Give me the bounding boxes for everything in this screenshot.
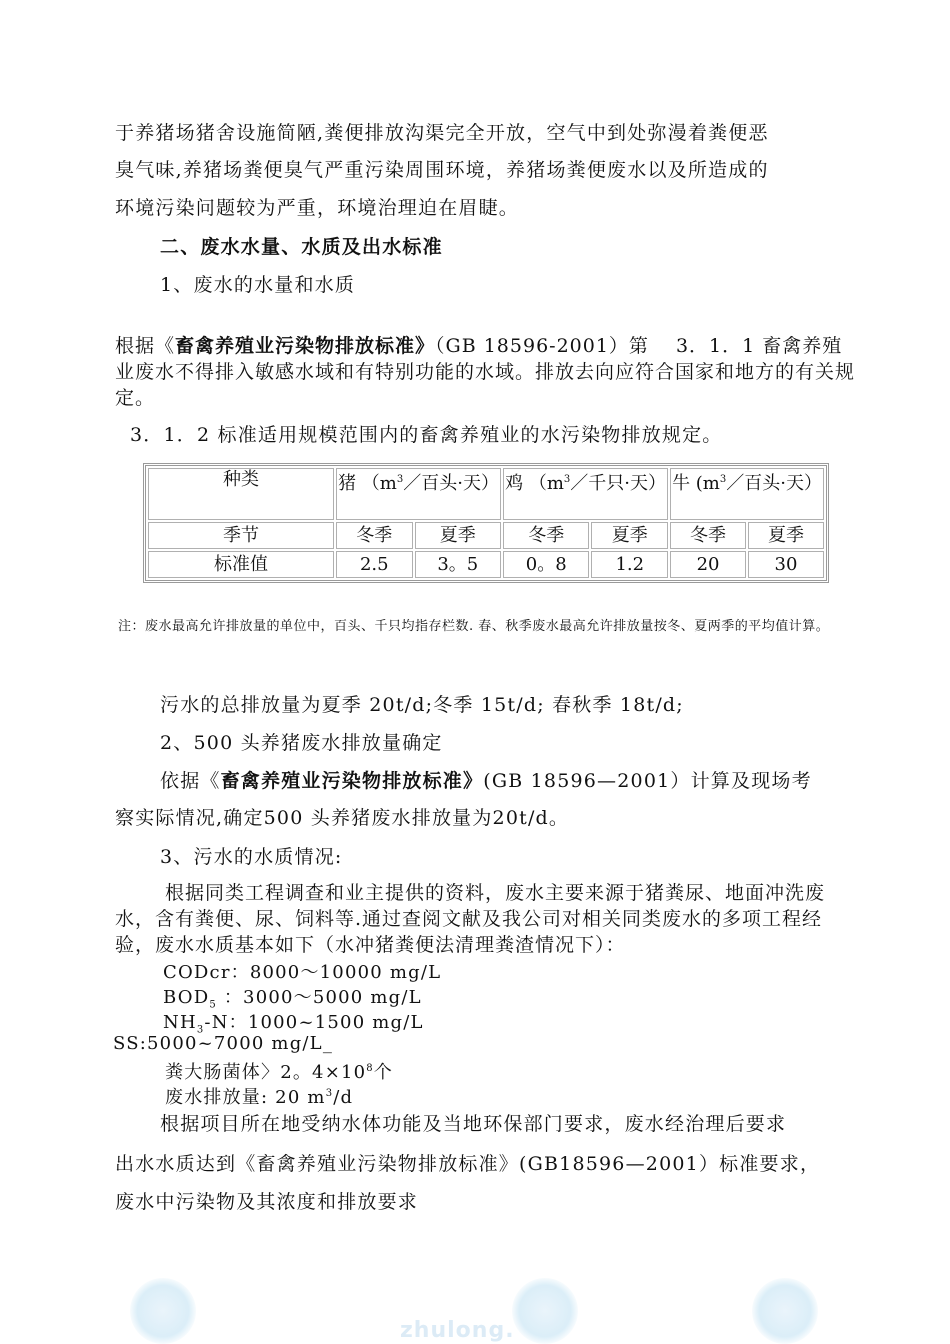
section-2-heading: 二、废水水量、水质及出水标准 [160,236,443,258]
param-nh3n: $NH_3-N$：1000~1500 mg/L [163,1012,424,1036]
basis-line-1: 依据《畜禽养殖业污染物排放标准》(GB 18596—2001）计算及现场考 [160,770,812,792]
final-line-3: 废水中污染物及其浓度和排放要求 [115,1191,419,1213]
standard-paragraph [115,333,860,411]
param-flow: 废水排放量: 20 $m^3/d$ [165,1087,354,1108]
param-bod: $BOD_5$ ：3000～5000 mg/L [163,987,422,1011]
subsection-3-heading: 3、污水的水质情况: [160,846,343,868]
row-label-season: 季节 [148,522,334,549]
standard-name: 畜禽养殖业污染物排放标准》 [175,335,436,357]
header-chicken: 鸡 （$m^3/$千只·天） [503,468,668,520]
subsection-2-heading: 2、500 头养猪废水排放量确定 [160,732,443,754]
final-line-1: 根据项目所在地受纳水体功能及当地环保部门要求，废水经治理后要求 [160,1113,787,1135]
standard-rest: （GB 18596-2001）第 3．1．1 畜禽养殖业废水不得排入敏感水域和有特别功能的水域。排放去向应符合国家和地方的有关规定。 [115,335,856,409]
header-cattle: 牛 ($m^3/$百头·天） [670,468,824,520]
intro-line-1: 于养猪场猪舍设施简陋,粪便排放沟渠完全开放，空气中到处弥漫着粪便恶 [115,122,769,144]
standard-values-table [143,463,829,583]
table-cell: 0。8 [503,551,589,578]
table-cell: 3。5 [415,551,501,578]
watermark-snowflake-icon [130,1278,196,1344]
cattle-summer: 夏季 [748,522,824,549]
chicken-winter: 冬季 [503,522,589,549]
param-coliform: 粪大肠菌体〉2。$4\times 10^8$个 [165,1062,394,1083]
table-cell: 20 [670,551,746,578]
table-cell: 2.5 [336,551,413,578]
intro-line-3: 环境污染问题较为严重，环境治理迫在眉睫。 [115,197,520,219]
watermark-snowflake-icon [752,1278,818,1344]
water-quality-paragraph: 根据同类工程调查和业主提供的资料，废水主要来源于猪粪尿、地面冲洗废水，含有粪便、尿、饲料等.通过查阅文献及我公司对相关同类废水的多项工程经验，废水水质基本如下（水冲猪粪便法清理粪渣情况下）： [115,882,826,956]
total-discharge: 污水的总排放量为夏季 20t/d;冬季 15t/d; 春秋季 18t/d; [160,694,684,716]
param-ss: SS:5000~7000 mg/L_ [113,1033,334,1054]
basis-line-2: 察实际情况,确定500 头养猪废水排放量为20t/d。 [115,807,570,829]
watermark-logo: zhulong. [400,1318,515,1343]
final-line-2: 出水水质达到《畜禽养殖业污染物排放标准》(GB18596—2001）标准要求， [115,1153,821,1175]
watermark-snowflake-icon [512,1278,578,1344]
subsection-1-heading: 1、废水的水量和水质 [160,274,356,296]
table-cell: 30 [748,551,824,578]
pig-winter: 冬季 [336,522,413,549]
row-label-standard: 标准值 [148,551,334,578]
intro-line-2: 臭气味,养猪场粪便臭气严重污染周围环境，养猪场粪便废水以及所造成的 [115,159,769,181]
header-pig: 猪 （$m^3/$百头·天） [336,468,501,520]
pig-summer: 夏季 [415,522,501,549]
param-cod: CODcr：8000～10000 mg/L [163,962,442,983]
header-kind: 种类 [148,468,334,520]
table-cell: 1.2 [591,551,668,578]
standard-prefix: 根据《 [115,335,176,357]
table-note: 注：废水最高允许排放量的单位中，百头、千只均指存栏数. 春、秋季废水最高允许排放量按冬、夏两季的平均值计算。 [118,619,830,634]
chicken-summer: 夏季 [591,522,668,549]
cattle-winter: 冬季 [670,522,746,549]
clause-3-1-2: 3．1．2 标准适用规模范围内的畜禽养殖业的水污染物排放规定。 [130,424,723,446]
